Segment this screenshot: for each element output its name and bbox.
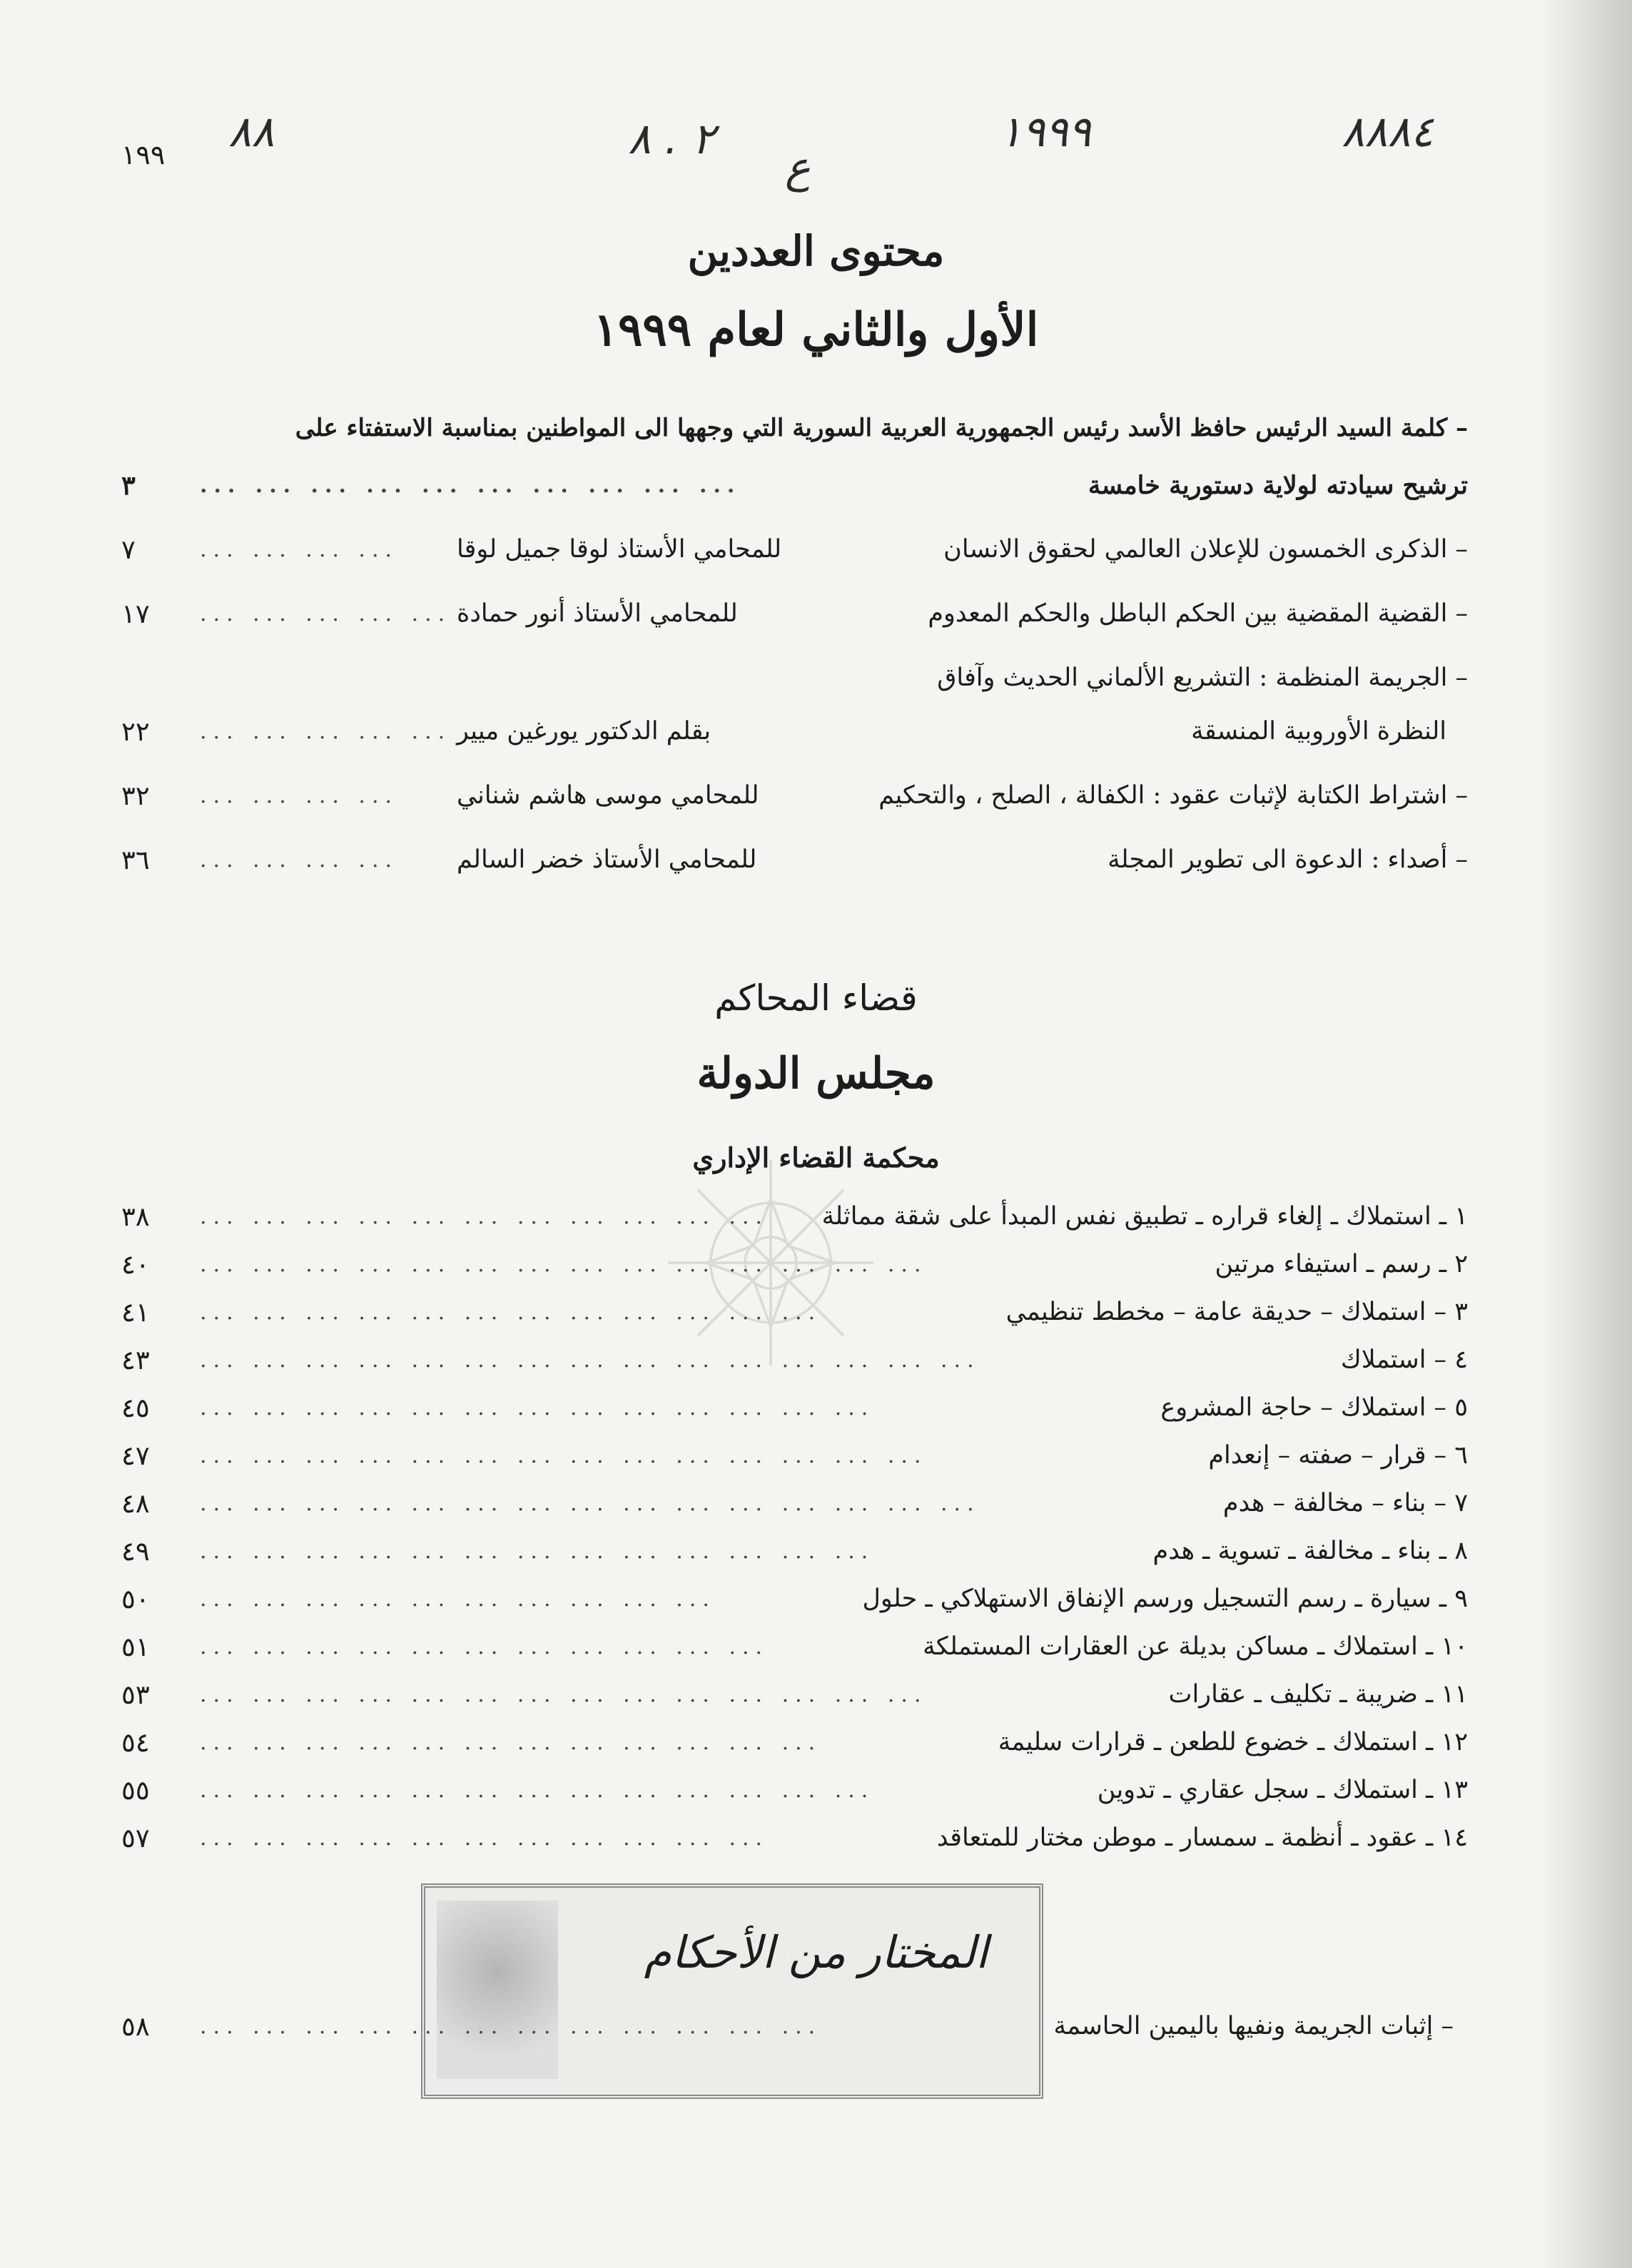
courts-subheading: مجلس الدولة — [696, 1049, 936, 1099]
handwritten-mark-3: ع — [785, 143, 811, 193]
item-title: – الذكرى الخمسون للإعلان العالمي لحقوق الانسان — [943, 535, 1468, 564]
leader-dots: ... ... ... ... ... ... ... ... ... ... ... ... — [200, 1299, 822, 1325]
page-ref: ٥٥ — [121, 1774, 150, 1806]
item-title: النظرة الأوروبية المنسقة — [1191, 717, 1446, 746]
item-title: – القضية المقضية بين الحكم الباطل والحكم المعدوم — [928, 599, 1468, 628]
leader-dots: ... ... ... ... — [200, 783, 399, 808]
leader-dots: ... ... ... ... ... ... ... ... ... ... ... ... ... — [200, 1777, 875, 1803]
contents-item — [121, 592, 1468, 635]
court-item — [121, 1625, 1468, 1668]
court-item — [121, 1338, 1468, 1381]
item-title: ٤ – استملاك — [1340, 1346, 1468, 1374]
court-item — [121, 1769, 1468, 1811]
main-title-line-1: محتوى العددين — [687, 227, 945, 275]
item-title: – الجريمة المنظمة : التشريع الألماني الحديث وآفاق — [937, 663, 1468, 692]
leader-dots: ... ... ... ... ... ... ... ... ... ... ... — [200, 1825, 769, 1851]
leader-dots: ... ... ... ... ... ... ... ... ... ... ... ... ... ... — [200, 1443, 928, 1468]
leader-dots: ... ... ... ... ... ... ... ... ... ... ... ... ... ... — [200, 1251, 928, 1277]
handwritten-mark-1: ٨٨٨٤ — [1342, 107, 1434, 157]
court-item — [121, 1243, 1468, 1286]
handwritten-mark-2: ١٩٩٩ — [999, 107, 1091, 157]
leader-dots: ... ... ... ... ... ... ... ... ... ... — [200, 472, 741, 498]
page-ref: ٥١ — [121, 1631, 150, 1662]
item-title: ٩ ـ سيارة ـ رسم التسجيل ورسم الإنفاق الاستهلاكي ـ حلول — [862, 1585, 1468, 1613]
item-title: ٨ ـ بناء ـ مخالفة ـ تسوية ـ هدم — [1152, 1537, 1468, 1565]
contents-item — [121, 838, 1468, 881]
item-title: – إثبات الجريمة ونفيها باليمين الحاسمة — [1053, 2012, 1454, 2040]
item-author: للمحامي موسى هاشم شناني — [457, 781, 759, 810]
page-ref: ٥٧ — [121, 1822, 150, 1853]
item-title: ١١ ـ ضريبة ـ تكليف ـ عقارات — [1168, 1680, 1468, 1709]
page-ref: ٥٠ — [121, 1583, 150, 1614]
leader-dots: ... ... ... ... ... ... ... ... ... ... ... ... ... ... ... — [200, 1490, 980, 1516]
lead-text-2: ترشيح سيادته لولاية دستورية خامسة — [1088, 470, 1468, 500]
leader-dots: ... ... ... ... ... ... ... ... ... ... ... — [200, 1204, 769, 1229]
page-ref: ٥٣ — [121, 1679, 150, 1710]
leader-dots: ... ... ... ... ... ... ... ... ... ... ... — [200, 1634, 769, 1659]
contents-lead-line-2 — [121, 464, 1468, 507]
page-ref: ٣ — [121, 469, 136, 501]
leader-dots: ... ... ... ... ... ... ... ... ... ... ... ... ... — [200, 1538, 875, 1564]
page-ref: ٤٨ — [121, 1488, 150, 1519]
page-ref: ٣٦ — [121, 844, 150, 875]
leader-dots: ... ... ... ... ... — [200, 601, 452, 626]
item-title: ١٣ ـ استملاك ـ سجل عقاري ـ تدوين — [1097, 1776, 1468, 1804]
item-title: ١ ـ استملاك ـ إلغاء قراره ـ تطبيق نفس المبدأ على شقة مماثلة — [821, 1202, 1468, 1231]
contents-item — [121, 656, 1468, 699]
court-item — [121, 1577, 1468, 1620]
page-ref: ٤٥ — [121, 1392, 150, 1423]
item-title: ٢ ـ رسم ـ استيفاء مرتين — [1215, 1250, 1468, 1278]
item-title: – اشتراط الكتابة لإثبات عقود : الكفالة ، الصلح ، والتحكيم — [878, 781, 1468, 810]
leader-dots: ... ... ... ... ... ... ... ... ... ... ... ... — [200, 2013, 822, 2039]
page-ref: ٥٤ — [121, 1727, 150, 1758]
court-item — [121, 1434, 1468, 1477]
court-item — [121, 1530, 1468, 1572]
item-title: ٣ – استملاك – حديقة عامة – مخطط تنظيمي — [1005, 1298, 1468, 1326]
contents-item — [121, 774, 1468, 817]
stamp-box — [421, 1883, 1043, 2099]
court-item — [121, 1386, 1468, 1429]
leader-dots: ... ... ... ... ... ... ... ... ... ... — [200, 1586, 716, 1612]
item-title: ١٤ ـ عقود ـ أنظمة ـ سمسار ـ موطن مختار للمتعاقد — [936, 1824, 1468, 1852]
item-author: للمحامي الأستاذ خضر السالم — [457, 845, 757, 874]
selected-item — [121, 2005, 1468, 2048]
item-title: ٦ – قرار – صفته – إنعدام — [1208, 1441, 1468, 1470]
item-title: ١٠ ـ استملاك ـ مساكن بديلة عن العقارات المستملكة — [923, 1632, 1468, 1661]
page-number: ١٩٩ — [121, 139, 166, 171]
court-item — [121, 1816, 1468, 1859]
item-title: ٥ – استملاك – حاجة المشروع — [1160, 1393, 1468, 1422]
page-ref: ٢٢ — [121, 716, 150, 747]
item-title: ١٢ ـ استملاك ـ خضوع للطعن ـ قرارات سليمة — [998, 1728, 1468, 1756]
page-ref: ٥٨ — [121, 2010, 150, 2042]
page-ref: ٤٩ — [121, 1535, 150, 1567]
handwritten-mark-5: ٨٨ — [228, 107, 275, 157]
page-ref: ٤٠ — [121, 1249, 150, 1280]
page-ref: ٤١ — [121, 1296, 150, 1328]
item-author: للمحامي الأستاذ أنور حمادة — [457, 599, 738, 628]
item-author: بقلم الدكتور يورغين ميير — [457, 717, 711, 746]
page-ref: ٤٧ — [121, 1440, 150, 1471]
contents-item — [121, 528, 1468, 571]
court-item — [121, 1291, 1468, 1333]
item-title: – أصداء : الدعوة الى تطوير المجلة — [1108, 845, 1468, 874]
court-item — [121, 1195, 1468, 1238]
leader-dots: ... ... ... ... ... — [200, 718, 452, 744]
lead-text-1: – كلمة السيد الرئيس حافظ الأسد رئيس الجمهورية العربية السورية التي وجهها الى المواطنين بمناسبة الاستفتاء على — [295, 414, 1468, 442]
item-title: ٧ – بناء – مخالفة – هدم — [1222, 1489, 1468, 1517]
page-ref: ١٧ — [121, 598, 150, 629]
page-ref: ٧ — [121, 534, 136, 565]
contents-lead-line-1 — [121, 407, 1468, 449]
selected-heading: المختار من الأحكام — [644, 1926, 988, 1978]
leader-dots: ... ... ... ... ... ... ... ... ... ... ... ... ... — [200, 1395, 875, 1420]
leader-dots: ... ... ... ... ... ... ... ... ... ... ... ... — [200, 1729, 822, 1755]
courts-heading: قضاء المحاكم — [714, 977, 918, 1019]
page-ref: ٣٢ — [121, 780, 150, 811]
court-name: محكمة القضاء الإداري — [692, 1141, 940, 1174]
item-author: للمحامي الأستاذ لوقا جميل لوقا — [457, 535, 782, 564]
main-title-line-2: الأول والثاني لعام ١٩٩٩ — [593, 303, 1039, 357]
leader-dots: ... ... ... ... ... ... ... ... ... ... ... ... ... ... ... — [200, 1347, 980, 1373]
court-item — [121, 1482, 1468, 1525]
handwritten-mark-4: ٢ . ٨ — [628, 114, 715, 164]
leader-dots: ... ... ... ... — [200, 537, 399, 562]
contents-item — [121, 710, 1468, 753]
page-ref: ٤٣ — [121, 1344, 150, 1375]
court-item — [121, 1673, 1468, 1716]
page-ref: ٣٨ — [121, 1201, 150, 1232]
court-item — [121, 1721, 1468, 1764]
leader-dots: ... ... ... ... — [200, 847, 399, 873]
leader-dots: ... ... ... ... ... ... ... ... ... ... ... ... ... ... — [200, 1682, 928, 1707]
